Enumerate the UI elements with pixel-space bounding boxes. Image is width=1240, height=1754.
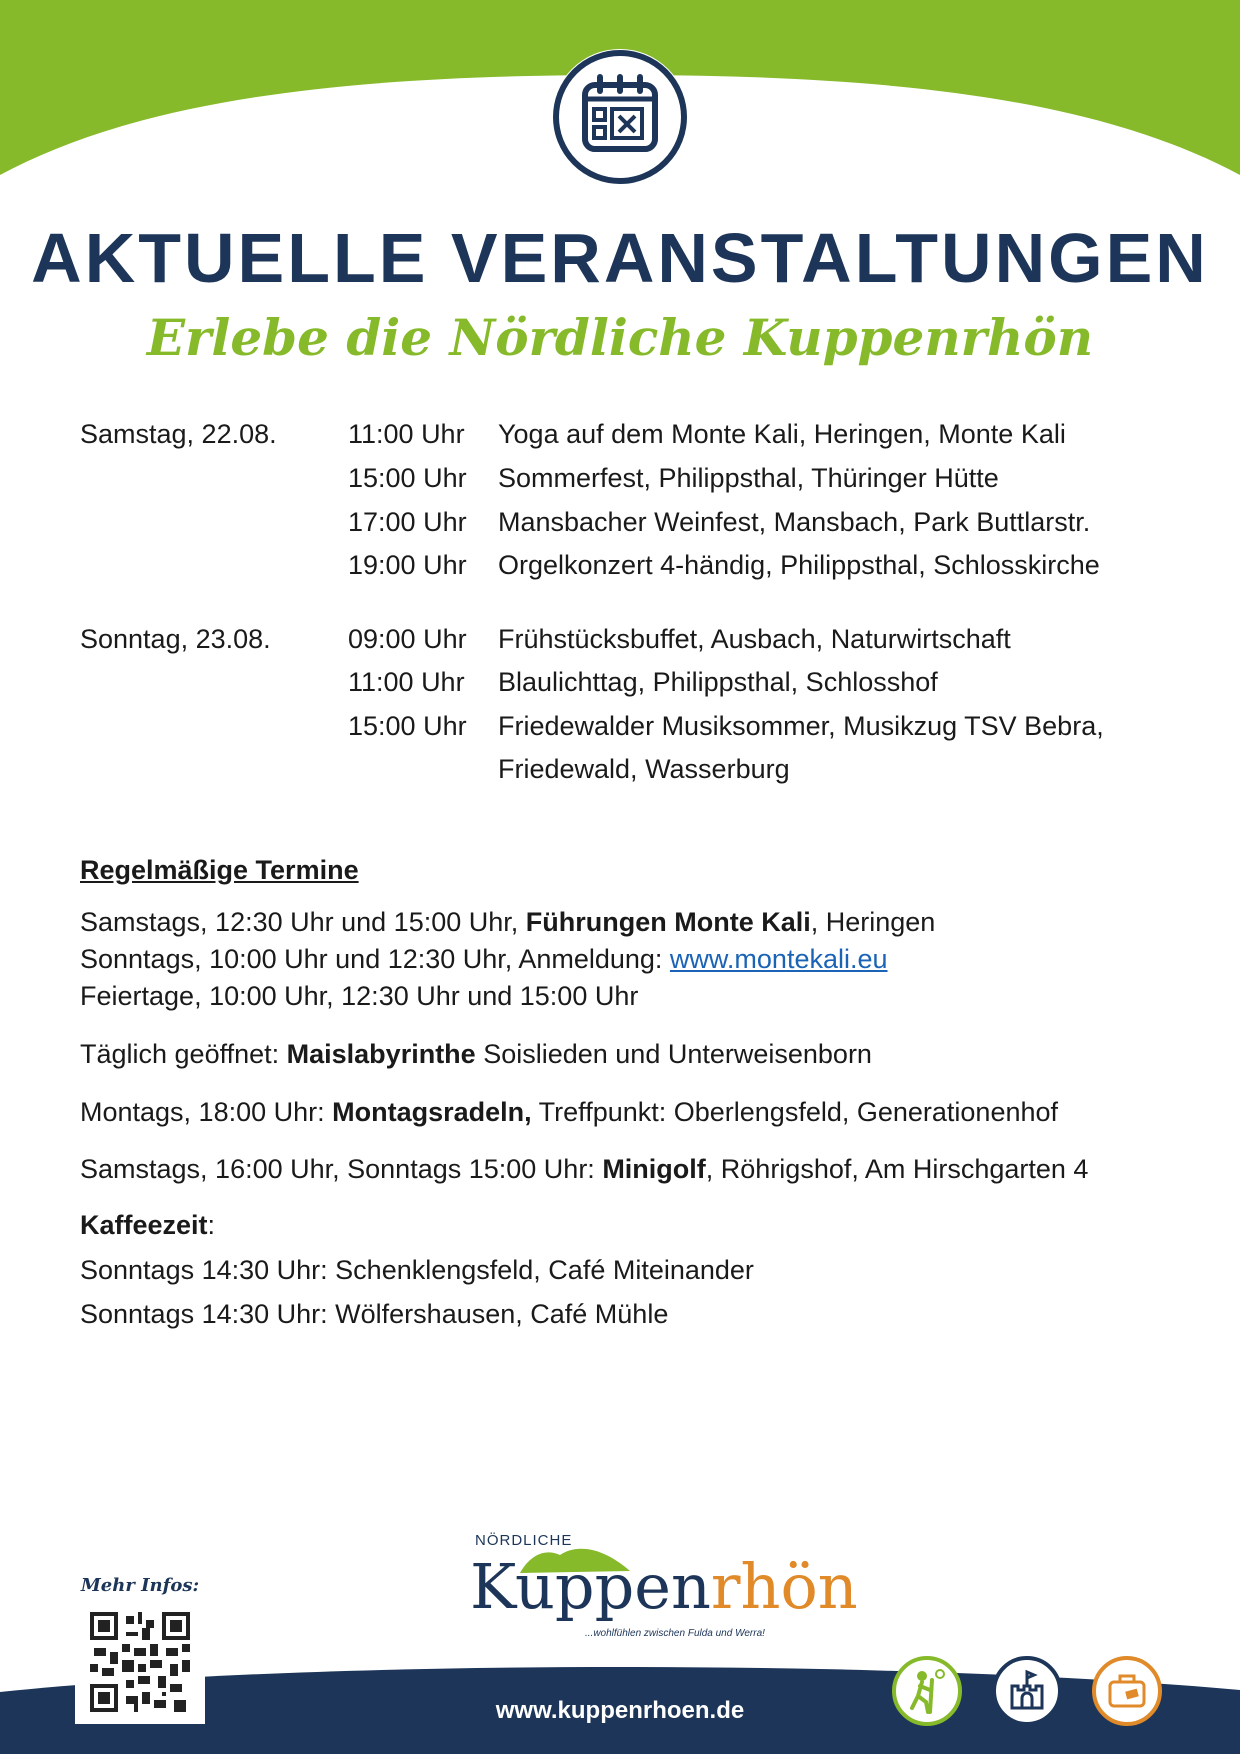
event-desc: Sommerfest, Philippsthal, Thüringer Hütte bbox=[498, 463, 999, 493]
regular-line: Sonntags 14:30 Uhr: Wölfershausen, Café Mühle bbox=[80, 1299, 669, 1329]
qr-card bbox=[75, 1602, 205, 1724]
regular-line bbox=[80, 1039, 872, 1070]
page-title: AKTUELLE VERANSTALTUNGEN bbox=[31, 219, 1209, 297]
text: Sonntags, 10:00 Uhr und 12:30 Uhr, Anmeldung: bbox=[80, 944, 670, 974]
event-time: 11:00 Uhr bbox=[348, 667, 465, 697]
event-time: 19:00 Uhr bbox=[348, 550, 467, 580]
text: , Heringen bbox=[810, 907, 936, 937]
qr-code-icon[interactable] bbox=[90, 1612, 190, 1712]
text: Täglich geöffnet: bbox=[80, 1039, 287, 1069]
event-desc: Orgelkonzert 4-händig, Philippsthal, Schlosskirche bbox=[498, 550, 1100, 580]
text: Samstags, 12:30 Uhr und 15:00 Uhr, bbox=[80, 907, 526, 937]
text: Samstags, 16:00 Uhr, Sonntags 15:00 Uhr: bbox=[80, 1154, 603, 1184]
logo-rhoen: rhön bbox=[710, 1550, 858, 1623]
text: Montags, 18:00 Uhr: bbox=[80, 1097, 333, 1127]
text: : bbox=[207, 1210, 216, 1240]
event-time: 11:00 Uhr bbox=[348, 419, 465, 449]
event-day: Sonntag, 23.08. bbox=[80, 624, 271, 654]
hiking-icon[interactable] bbox=[892, 1656, 962, 1726]
text: , Röhrigshof, Am Hirschgarten 4 bbox=[705, 1154, 1089, 1184]
regular-heading: Regelmäßige Termine bbox=[80, 855, 359, 885]
logo-kupp: Kuppen bbox=[470, 1550, 711, 1623]
regular-line bbox=[80, 1097, 1058, 1128]
event-name: Montagsradeln, bbox=[332, 1097, 532, 1127]
event-desc: Friedewald, Wasserburg bbox=[498, 754, 790, 784]
event-time: 15:00 Uhr bbox=[348, 463, 467, 493]
event-time: 17:00 Uhr bbox=[348, 507, 467, 537]
footer-url[interactable]: www.kuppenrhoen.de bbox=[495, 1697, 745, 1724]
castle-icon[interactable] bbox=[992, 1656, 1062, 1726]
event-time: 15:00 Uhr bbox=[348, 711, 467, 741]
text: Treffpunkt: Oberlengsfeld, Generationenhof bbox=[531, 1097, 1059, 1127]
event-time: 09:00 Uhr bbox=[348, 624, 467, 654]
logo-wordmark bbox=[470, 1552, 858, 1622]
suitcase-icon[interactable] bbox=[1092, 1656, 1162, 1726]
event-day: Samstag, 22.08. bbox=[80, 419, 277, 449]
event-desc: Blaulichttag, Philippsthal, Schlosshof bbox=[498, 667, 938, 697]
regular-line bbox=[80, 1154, 1088, 1185]
kaffee-heading bbox=[80, 1210, 215, 1241]
text: Soislieden und Unterweisenborn bbox=[475, 1039, 872, 1069]
regular-line: Feiertage, 10:00 Uhr, 12:30 Uhr und 15:00 Uhr bbox=[80, 981, 639, 1011]
event-desc: Friedewalder Musiksommer, Musikzug TSV Bebra, bbox=[498, 711, 1104, 741]
event-name: Minigolf bbox=[602, 1154, 706, 1184]
event-desc: Yoga auf dem Monte Kali, Heringen, Monte Kali bbox=[498, 419, 1066, 449]
regular-line: Sonntags 14:30 Uhr: Schenklengsfeld, Café Miteinander bbox=[80, 1255, 754, 1285]
logo-tagline: ...wohlfühlen zwischen Fulda und Werra! bbox=[585, 1628, 765, 1639]
logo-top-text: NÖRDLICHE bbox=[475, 1532, 573, 1549]
event-name: Maislabyrinthe bbox=[286, 1039, 476, 1069]
regular-line bbox=[80, 944, 888, 975]
kaffee-title: Kaffeezeit bbox=[80, 1210, 208, 1240]
event-desc: Mansbacher Weinfest, Mansbach, Park Buttlarstr. bbox=[498, 507, 1091, 537]
page-subtitle: Erlebe die Nördliche Kuppenrhön bbox=[146, 308, 1094, 367]
montekali-link[interactable]: www.montekali.eu bbox=[669, 944, 888, 974]
calendar-icon bbox=[550, 47, 690, 187]
event-desc: Frühstücksbuffet, Ausbach, Naturwirtschaft bbox=[498, 624, 1011, 654]
event-name: Führungen Monte Kali bbox=[525, 907, 811, 937]
mehr-infos-label: Mehr Infos: bbox=[80, 1575, 200, 1596]
regular-line bbox=[80, 907, 935, 938]
